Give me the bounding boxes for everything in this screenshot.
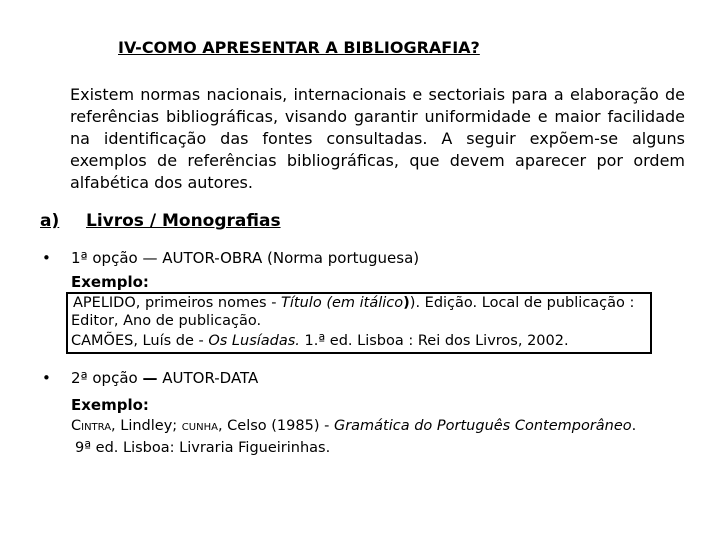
option-2-text-b: AUTOR-DATA: [157, 369, 259, 387]
box-line-1-paren: ): [403, 295, 410, 311]
option-1-text: 1ª opção — AUTOR-OBRA (Norma portuguesa): [71, 249, 420, 267]
box-line-3-c: 1.ª ed. Lisboa : Rei dos Livros, 2002.: [299, 333, 569, 349]
intro-paragraph: Existem normas nacionais, internacionais e sectoriais para a elaboração de referências bibliográficas, visando garantir uniformidade e maior facilidade na identificação das fontes consultadas. A seguir expõem-se alguns exemplos de referências bibliográficas, que devem aparecer por ordem alfabética dos autores.: [70, 85, 685, 192]
box-line-2: Editor, Ano de publicação.: [71, 313, 262, 329]
option-2-example-label: Exemplo:: [71, 396, 149, 414]
option-2-dash: —: [142, 369, 158, 387]
option-1-example-label: Exemplo:: [71, 273, 149, 291]
option-2-line-1: [71, 418, 636, 434]
box-line-3-a: CAMÕES, Luís de -: [71, 333, 209, 349]
box-line-1-italic: Título (em itálico: [281, 295, 404, 311]
option-2-line-1-b: , Lindley;: [111, 418, 182, 434]
option-2-line-1-d: , Celso (1985) -: [217, 418, 334, 434]
box-line-3-italic: Os Lusíadas.: [208, 333, 300, 349]
box-line-1-a: APELIDO, primeiros nomes -: [73, 295, 282, 311]
bullet-option-2: •: [42, 369, 51, 387]
option-2-text-a: 2ª opção: [71, 369, 143, 387]
option-2-book-title: Gramática do Português Contemporâneo: [333, 418, 632, 434]
author-2-surname: cunha: [181, 418, 218, 434]
box-line-1: [73, 295, 634, 311]
option-2-text: [71, 369, 258, 387]
bullet-option-1: •: [42, 249, 51, 267]
section-letter: a): [40, 211, 60, 231]
page-title: IV-COMO APRESENTAR A BIBLIOGRAFIA?: [118, 38, 480, 57]
option-2-line-1-f: .: [631, 418, 637, 434]
author-1-surname: Cintra: [71, 418, 112, 434]
option-2-line-2: 9ª ed. Lisboa: Livraria Figueirinhas.: [75, 440, 331, 456]
section-title: Livros / Monografias: [86, 211, 281, 231]
box-line-3: [71, 333, 569, 349]
box-line-1-c: ). Edição. Local de publicação :: [409, 295, 635, 311]
